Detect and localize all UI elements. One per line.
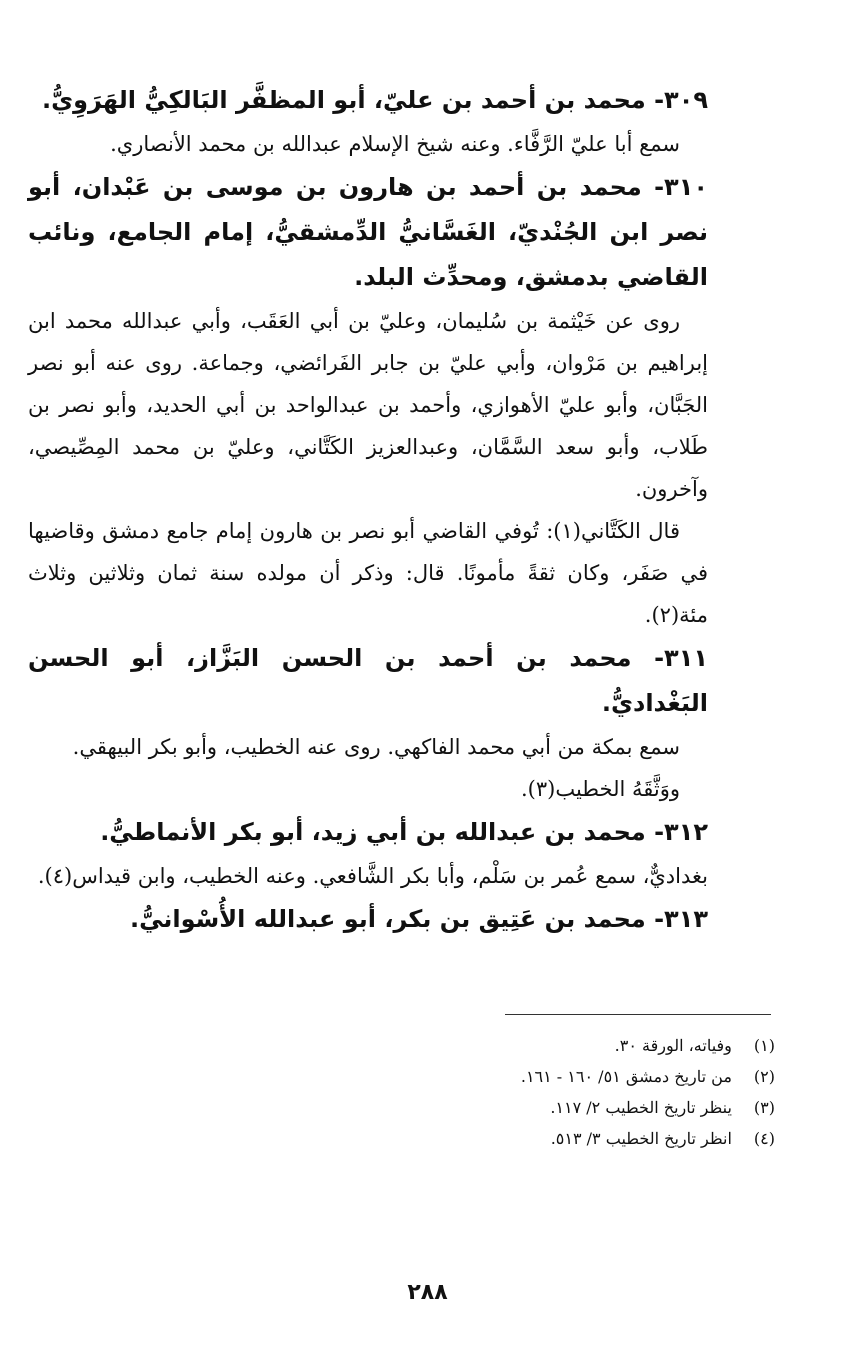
footnote-number: (٣) (753, 1098, 775, 1117)
entry-311-paragraph-1: سمع بمكة من أبي محمد الفاكهي. روى عنه الخطيب، وأبو بكر البيهقي. (72, 735, 680, 759)
footnote-4 (300, 1123, 775, 1154)
footnotes (300, 1030, 775, 1154)
footnote-2 (300, 1061, 775, 1092)
entry-heading-313: ٣١٣- محمد بن عَتِيق بن بكر، أبو عبدالله الأُسْوانيُّ. (129, 905, 708, 933)
footnote-text: انظر تاريخ الخطيب ٣/ ٥١٣. (550, 1129, 732, 1148)
footnote-number: (٤) (753, 1129, 775, 1148)
page-number: ٢٨٨ (407, 1280, 448, 1305)
footnote-text: وفياته، الورقة ٣٠. (614, 1036, 732, 1055)
footnote-text: ينظر تاريخ الخطيب ٢/ ١١٧. (550, 1098, 732, 1117)
footnote-text: من تاريخ دمشق ٥١/ ١٦٠ - ١٦١. (520, 1067, 732, 1086)
entry-heading-309: ٣٠٩- محمد بن أحمد بن عليّ، أبو المظفَّر البَالكِيُّ الهَرَوِيُّ. (41, 86, 708, 114)
entry-heading-312: ٣١٢- محمد بن عبدالله بن أبي زيد، أبو بكر الأنماطيُّ. (100, 818, 708, 846)
footnote-number: (١) (753, 1036, 775, 1055)
main-text (28, 78, 708, 942)
footnote-1 (300, 1030, 775, 1061)
footnote-divider (505, 1014, 771, 1015)
entry-312-paragraph: بغداديٌّ، سمع عُمر بن سَلْم، وأبا بكر الشَّافعي. وعنه الخطيب، وابن قيداس(٤). (37, 864, 708, 888)
entry-heading-311: ٣١١- محمد بن أحمد بن الحسن البَزَّاز، أبو الحسن البَغْداديُّ. (28, 644, 708, 717)
entry-311-paragraph-2: ووَثَّقَهُ الخطيب(٣). (520, 777, 680, 801)
footnote-3 (300, 1092, 775, 1123)
footnote-number: (٢) (753, 1067, 775, 1086)
entry-310-paragraph-2: قال الكَتَّاني(١): تُوفي القاضي أبو نصر بن هارون إمام جامع دمشق وقاضيها في صَفَر، وكان ثقةً مأمونًا. قال: وذكر أن مولده سنة ثمان وثلاثين وثلاث مئة(٢). (28, 519, 708, 627)
entry-309-paragraph: سمع أبا عليّ الرَّفَّاء. وعنه شيخ الإسلام عبدالله بن محمد الأنصاري. (110, 132, 680, 156)
entry-310-paragraph-1: روى عن خَيْثمة بن سُليمان، وعليّ بن أبي العَقَب، وأبي عبدالله محمد ابن إبراهيم بن مَرْوان، وأبي عليّ بن جابر الفَرائضي، وجماعة. روى عنه أبو نصر الجَبَّان، وأبو عليّ الأهوازي، وأحمد بن عبدالواحد بن أبي الحديد، وأبو نصر بن طَلاب، وأبو سعد السَّمَّان، وعبدالعزيز الكَتَّاني، وعليّ بن محمد المِصِّيصي، وآخرون. (28, 309, 708, 501)
entry-heading-310: ٣١٠- محمد بن أحمد بن هارون بن موسى بن عَبْدان، أبو نصر ابن الجُنْديّ، الغَسَّانيُّ الدِّمشقيُّ، إمام الجامع، ونائب القاضي بدمشق، ومحدِّث البلد. (28, 173, 708, 291)
